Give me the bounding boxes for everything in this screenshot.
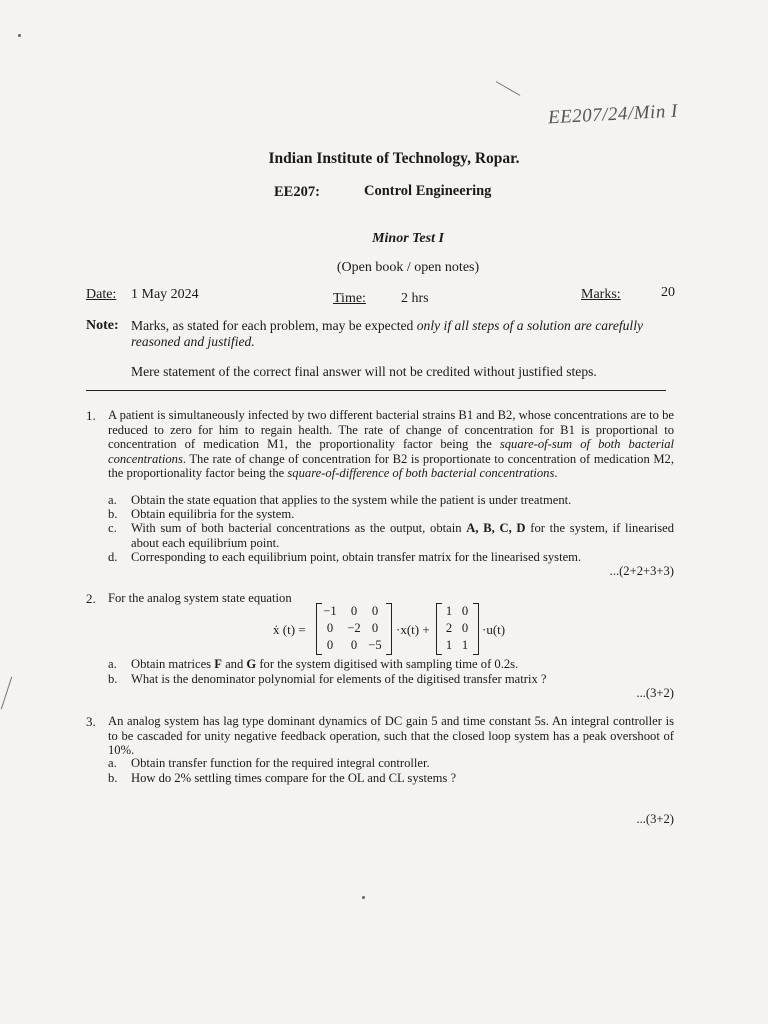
time-label: Time: — [333, 291, 366, 306]
matrix-b-cell: 1 — [461, 638, 469, 652]
divider-line — [86, 390, 666, 391]
note-label: Note: — [86, 318, 119, 333]
q1-part-d-label: d. — [108, 550, 118, 564]
equation-lhs: ẋ (t) = — [273, 622, 306, 637]
course-name: Control Engineering — [364, 183, 492, 199]
q1-text-part: . The rate of change of concentration for B2 is proportionate to concentration of medication M2, the proportionality factor being the — [108, 451, 674, 480]
question-3-text: An analog system has lag type dominant dynamics of DC gain 5 and time constant 5s. An integral controller is to be cascaded for unity negative feedback operation, such that the closed loop system has a peak overshoot of 10%. — [108, 714, 674, 757]
matrix-a-cell: 0 — [350, 638, 358, 652]
matrix-a-right-bracket — [386, 603, 392, 655]
q2-part-a-text — [131, 657, 518, 672]
q1-marks: ...(2+2+3+3) — [609, 564, 674, 578]
q2a-pre: Obtain matrices — [131, 657, 215, 671]
scan-mark — [496, 81, 521, 96]
q1-text-part: A patient is simultaneously infected by two different bacterial strains B1 and B2, whose concentrations are to be reduced to zero for him to regain health. The rate of change of concentration for B1 is proportional to concentration of medication M1, the proportionality factor being the — [108, 408, 674, 451]
equation-rhs: ·u(t) — [482, 622, 506, 637]
q1-part-b-text: Obtain equilibria for the system. — [131, 507, 295, 521]
q1-text-emph: square-of-sum of both bacterial concentrations — [108, 437, 674, 466]
date-value: 1 May 2024 — [131, 287, 199, 302]
q2-part-b-text: What is the denominator polynomial for elements of the digitised transfer matrix ? — [131, 672, 547, 686]
q1-part-c-text — [131, 521, 674, 550]
matrix-b-cell: 2 — [445, 621, 453, 635]
test-title: Minor Test I — [372, 231, 444, 246]
note-mere-statement: Mere statement of the correct final answer will not be credited without justified steps. — [131, 364, 597, 379]
q1-part-d-text: Corresponding to each equilibrium point, obtain transfer matrix for the linearised system. — [131, 550, 582, 564]
question-2-text: For the analog system state equation — [108, 591, 292, 605]
q2a-bold-f: F — [214, 657, 222, 671]
matrix-a-cell: 0 — [326, 621, 334, 635]
question-3-number: 3. — [86, 714, 96, 729]
note-text — [131, 318, 677, 350]
q3-part-a-text: Obtain transfer function for the required integral controller. — [131, 756, 430, 770]
q1-part-a-text: Obtain the state equation that applies to the system while the patient is under treatment. — [131, 493, 572, 507]
q3-part-b-text: How do 2% settling times compare for the OL and CL systems ? — [131, 771, 457, 785]
note-text-plain: Marks, as stated for each problem, may be expected — [131, 318, 417, 333]
matrix-b-cell: 0 — [461, 604, 469, 618]
q2a-post: for the system digitised with sampling time of 0.2s. — [256, 657, 519, 671]
q1-part-b-label: b. — [108, 507, 118, 521]
document-code: EE207/24/Min I — [547, 100, 679, 129]
q1-part-c-label: c. — [108, 521, 117, 535]
question-1-number: 1. — [86, 408, 96, 423]
q3-part-b-label: b. — [108, 771, 118, 785]
scan-mark — [1, 677, 12, 710]
question-2-number: 2. — [86, 591, 96, 606]
date-label: Date: — [86, 287, 117, 302]
q1c-bold: A, B, C, D — [466, 521, 526, 535]
matrix-a-cell: −1 — [323, 604, 337, 618]
matrix-a-cell: 0 — [371, 621, 379, 635]
q2a-mid: and — [221, 657, 247, 671]
matrix-b-cell: 1 — [445, 638, 453, 652]
q1-text-emph: square-of-difference of both bacterial concentrations — [287, 466, 555, 480]
matrix-a-cell: −5 — [368, 638, 382, 652]
q1c-post: for the system, if linearised about each equilibrium point. — [131, 521, 674, 550]
equation-middle: ·x(t) + — [396, 622, 430, 637]
matrix-b-right-bracket — [473, 603, 479, 655]
matrix-a-cell: 0 — [326, 638, 334, 652]
q1-part-a-label: a. — [108, 493, 117, 507]
marks-label: Marks: — [581, 287, 621, 302]
q2-part-a-label: a. — [108, 657, 117, 671]
question-1-text — [108, 408, 674, 481]
marks-value: 20 — [661, 285, 675, 300]
q2-part-b-label: b. — [108, 672, 118, 686]
matrix-b-cell: 1 — [445, 604, 453, 618]
matrix-a-cell: 0 — [371, 604, 379, 618]
matrix-a-cell: 0 — [350, 604, 358, 618]
matrix-b-cell: 0 — [461, 621, 469, 635]
course-code: EE207: — [274, 184, 320, 200]
scan-speck — [362, 896, 365, 899]
open-book-note: (Open book / open notes) — [336, 260, 480, 275]
note-text-emphasis: only if all steps of a solution are carefully reasoned and justified. — [131, 318, 644, 349]
q2-marks: ...(3+2) — [636, 686, 674, 700]
q1-text-part: . — [554, 466, 558, 480]
q3-part-a-label: a. — [108, 756, 117, 770]
q2a-bold-g: G — [246, 657, 257, 671]
scan-speck — [18, 34, 21, 37]
matrix-a-cell: −2 — [347, 621, 361, 635]
time-value: 2 hrs — [401, 291, 429, 306]
institute-name: Indian Institute of Technology, Ropar. — [268, 150, 520, 167]
q1c-pre: With sum of both bacterial concentrations as the output, obtain — [131, 521, 467, 535]
q3-marks: ...(3+2) — [636, 812, 674, 826]
